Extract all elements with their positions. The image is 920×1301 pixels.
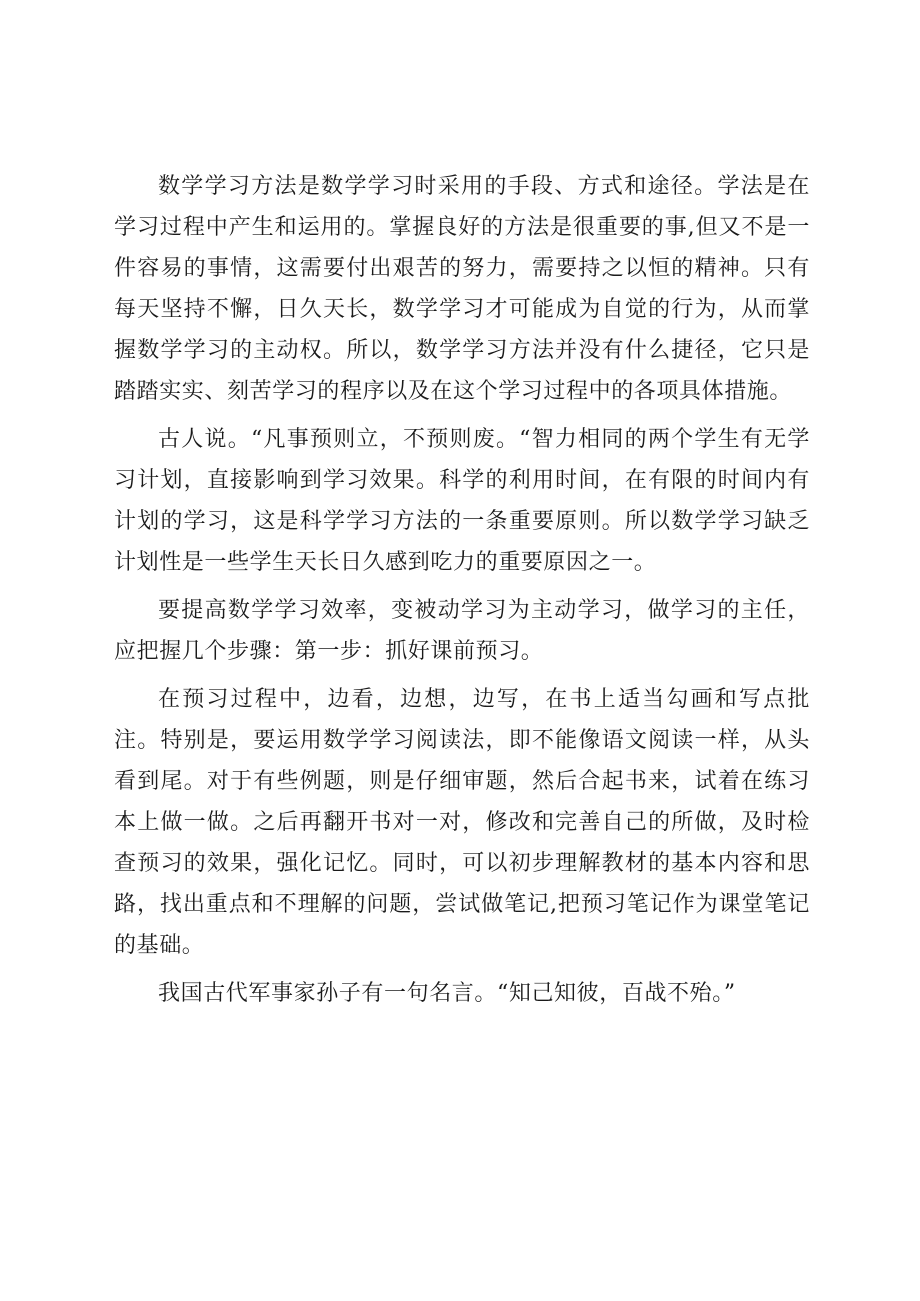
paragraph-2: 古人说。“凡事预则立，不预则废。“智力相同的两个学生有无学习计划，直接影响到学习效果。科学的利用时间，在有限的时间内有计划的学习，这是科学学习方法的一条重要原则。所以数学学习缺乏计划性是一些学生天长日久感到吃力的重要原因之一。 [114,427,810,575]
paragraph-3: 要提高数学学习效率，变被动学习为主动学习，做学习的主任，应把握几个步骤：第一步：抓好课前预习。 [114,598,810,664]
paragraph-1: 数学学习方法是数学学习时采用的手段、方式和途径。学法是在学习过程中产生和运用的。掌握良好的方法是很重要的事,但又不是一件容易的事情，这需要付出艰苦的努力，需要持之以恒的精神。只有每天坚持不懈，日久天长，数学学习才可能成为自觉的行为，从而掌握数学学习的主动权。所以，数学学习方法并没有什么捷径，它只是踏踏实实、刻苦学习的程序以及在这个学习过程中的各项具体措施。 [114,174,810,404]
paragraph-4: 在预习过程中，边看，边想，边写，在书上适当勾画和写点批注。特别是，要运用数学学习阅读法，即不能像语文阅读一样，从头看到尾。对于有些例题，则是仔细审题，然后合起书来，试着在练习本上做一做。之后再翻开书对一对，修改和完善自己的所做，及时检查预习的效果，强化记忆。同时，可以初步理解教材的基本内容和思路，找出重点和不理解的问题，尝试做笔记,把预习笔记作为课堂笔记的基础。 [114,687,810,958]
paragraph-5: 我国古代军事家孙子有一句名言。“知己知彼，百战不殆。” [158,981,736,1006]
document-body [114,166,810,1021]
